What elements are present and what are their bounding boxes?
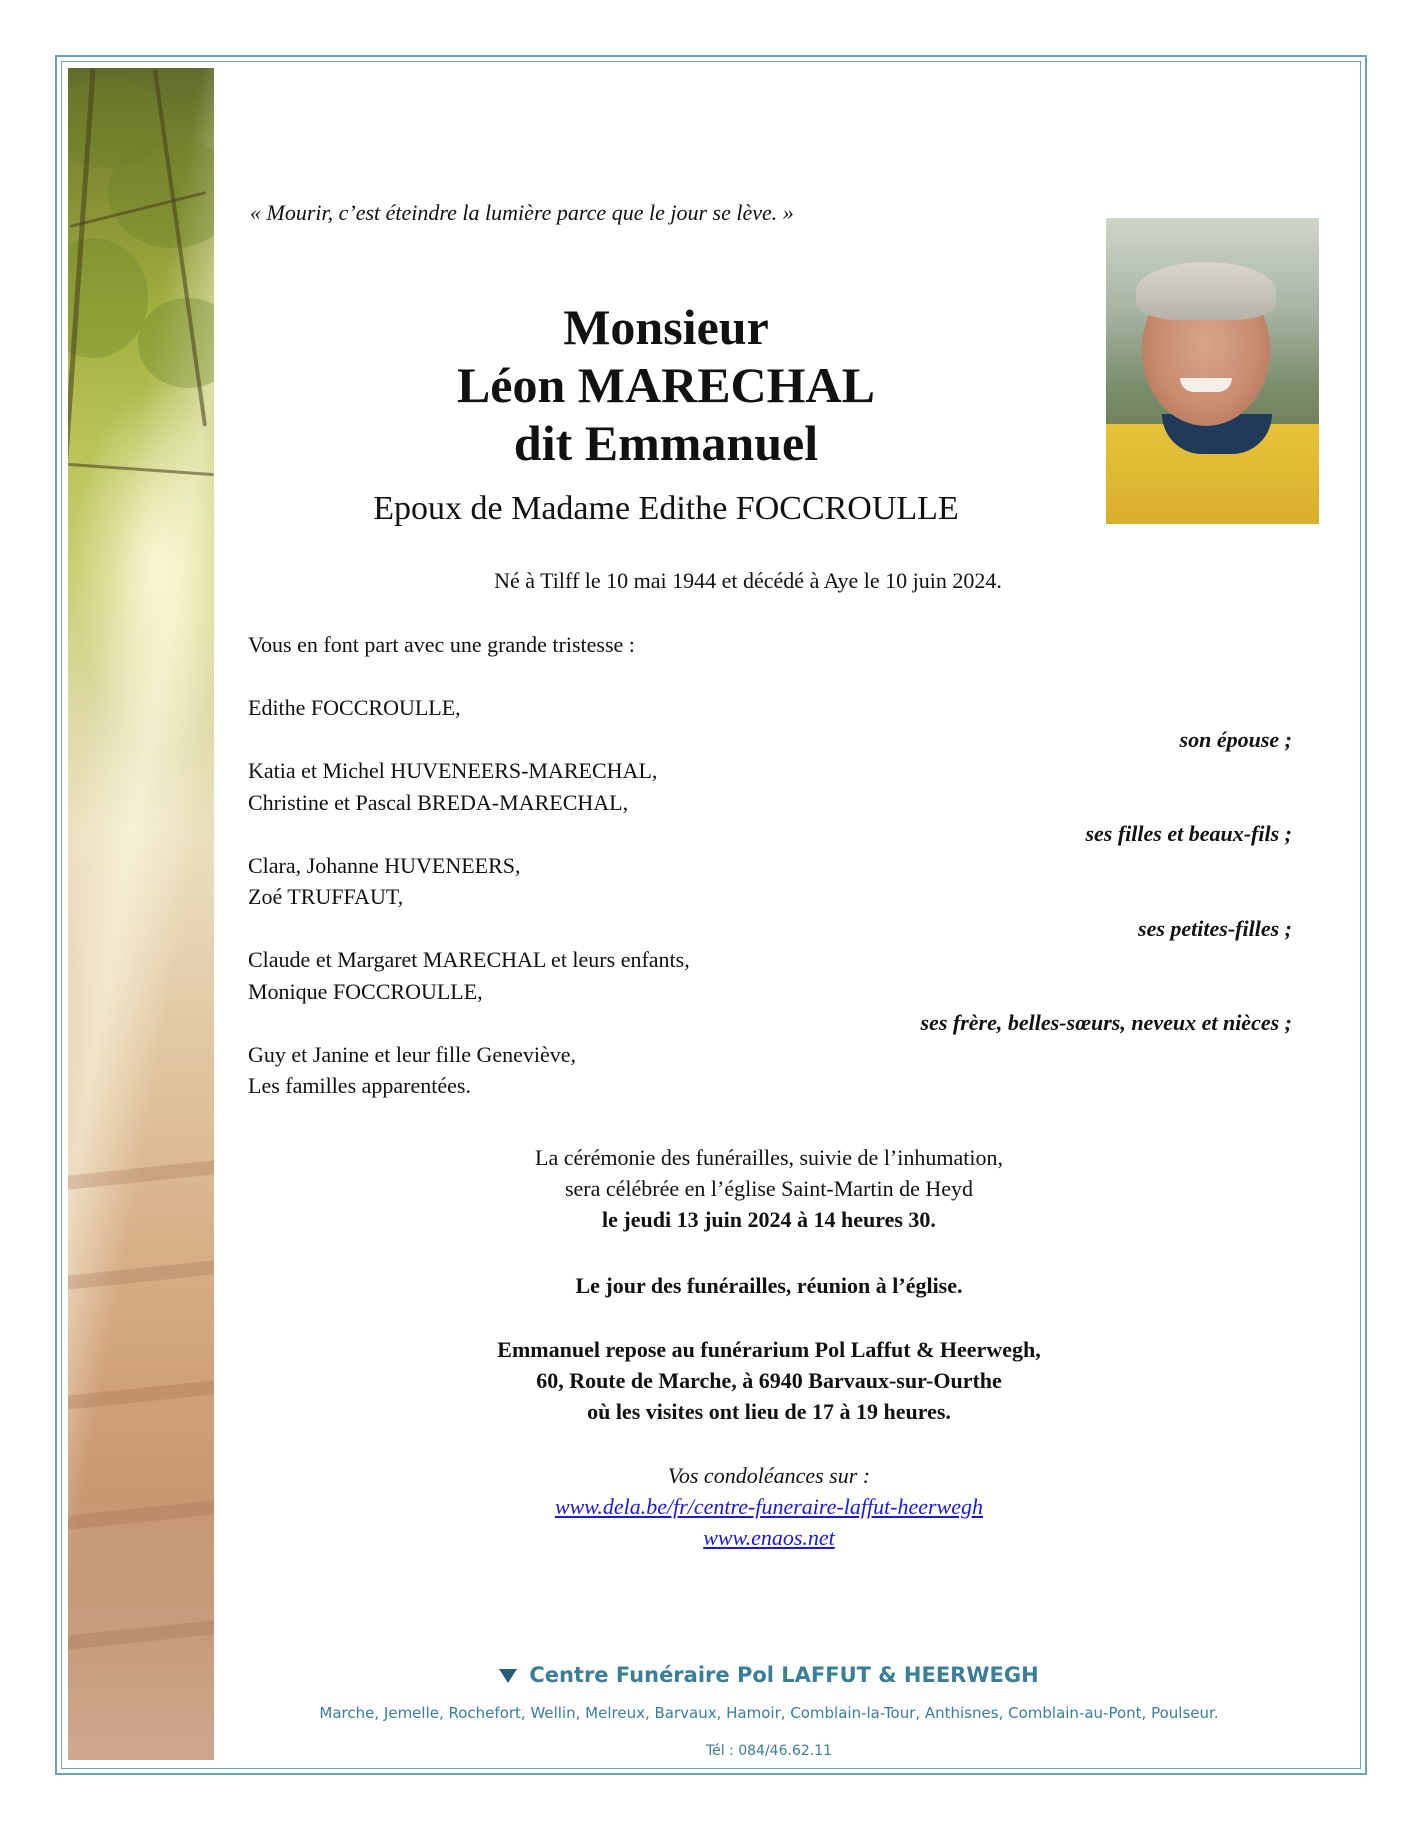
title-full-name: Léon MARECHAL: [456, 357, 876, 413]
family-name: Les familles apparentées.: [248, 1073, 471, 1098]
epigraph-quote: « Mourir, c’est éteindre la lumière parce que le jour se lève. »: [250, 200, 794, 225]
title-monsieur: Monsieur: [563, 299, 769, 355]
condolences-label: Vos condoléances sur :: [667, 1463, 871, 1488]
title-nickname: dit Emmanuel: [513, 415, 819, 471]
family-relation: ses filles et beaux-fils ;: [1085, 821, 1292, 846]
deceased-name-block: [214, 298, 1118, 472]
ceremony-date: le jeudi 13 juin 2024 à 14 heures 30.: [602, 1207, 936, 1232]
condolences-link-dela[interactable]: www.dela.be/fr/centre-funeraire-laffut-heerwegh: [554, 1494, 984, 1519]
family-list: [248, 692, 1292, 1102]
family-name: Monique FOCCROULLE,: [248, 978, 483, 1004]
footer-towns: Marche, Jemelle, Rochefort, Wellin, Melreux, Barvaux, Hamoir, Comblain-la-Tour, Anthisnes, Comblain-au-Pont, Poulseur.: [319, 1704, 1219, 1722]
funerarium-info: [214, 1334, 1324, 1427]
footer-company-name: Centre Funéraire Pol LAFFUT & HEERWEGH: [529, 1663, 1039, 1687]
triangle-down-icon: [499, 1669, 517, 1683]
footer-telephone: Tél : 084/46.62.11: [705, 1743, 833, 1759]
deceased-portrait: [1106, 218, 1319, 524]
family-name: Clara, Johanne HUVENEERS,: [248, 852, 521, 878]
ceremony-line: sera célébrée en l’église Saint-Martin de Heyd: [564, 1176, 974, 1201]
spouse-line: Epoux de Madame Edithe FOCCROULLE: [373, 490, 959, 527]
family-relation: ses petites-filles ;: [1138, 915, 1292, 941]
birth-death-dates: Né à Tilff le 10 mai 1944 et décédé à Aye le 10 juin 2024.: [494, 568, 1002, 593]
family-name: Edithe FOCCROULLE,: [248, 695, 461, 720]
family-name: Zoé TRUFFAUT,: [248, 884, 404, 909]
funerarium-line: où les visites ont lieu de 17 à 19 heures.: [587, 1399, 951, 1424]
family-relation: ses frère, belles-sœurs, neveux et nièces ;: [920, 1010, 1292, 1035]
funerarium-line: 60, Route de Marche, à 6940 Barvaux-sur-Ourthe: [536, 1368, 1002, 1393]
side-forest-photo: [68, 68, 214, 1760]
funerarium-line: Emmanuel repose au funérarium Pol Laffut & Heerwegh,: [497, 1337, 1041, 1362]
family-name: Claude et Margaret MARECHAL et leurs enfants,: [248, 947, 690, 972]
condolences-block: [214, 1460, 1324, 1553]
family-name: Christine et Pascal BREDA-MARECHAL,: [248, 789, 629, 815]
ceremony-info: [214, 1142, 1324, 1235]
family-relation: son épouse ;: [1179, 726, 1292, 752]
announcement-intro: Vous en font part avec une grande tristesse :: [248, 632, 635, 657]
ceremony-line: La cérémonie des funérailles, suivie de l’inhumation,: [535, 1145, 1003, 1170]
reunion-info: Le jour des funérailles, réunion à l’église.: [575, 1273, 963, 1298]
condolences-link-enaos[interactable]: www.enaos.net: [703, 1525, 835, 1550]
family-name: Guy et Janine et leur fille Geneviève,: [248, 1041, 577, 1067]
footer-company: [214, 1663, 1324, 1687]
family-name: Katia et Michel HUVENEERS-MARECHAL,: [248, 758, 658, 783]
